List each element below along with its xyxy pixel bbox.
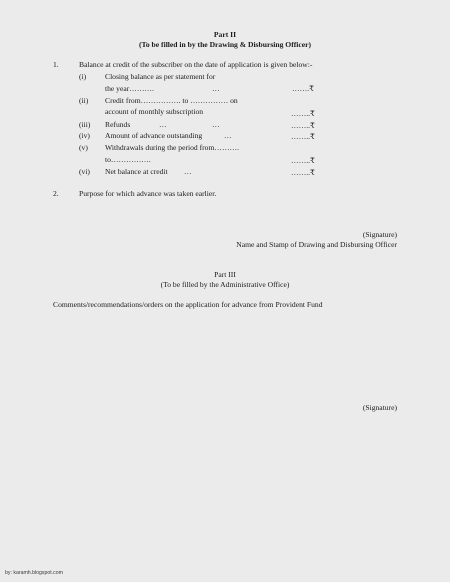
row-iv-label: Amount of advance outstanding <box>105 131 203 140</box>
part3-title: Part III <box>214 270 236 279</box>
row-i-line1: Closing balance as per statement for <box>105 72 216 81</box>
part2-subtitle: (To be filled in by the Drawing & Disbursing Officer) <box>138 40 312 49</box>
row-vi-label: Net balance at credit <box>105 167 168 176</box>
row-v-number: (v) <box>79 143 88 152</box>
row-vi-dots: … <box>184 167 192 176</box>
row-i-number: (i) <box>79 72 87 81</box>
row-i-line2: the year………. <box>105 84 154 93</box>
part3-comments: Comments/recommendations/orders on the application for advance from Provident Fund <box>53 300 323 309</box>
admin-signature: (Signature) <box>362 403 397 412</box>
row-ii-amount: ……..₹ <box>291 109 315 118</box>
row-vi-amount: ……..₹ <box>291 168 315 177</box>
row-iii-dots2: … <box>212 120 220 129</box>
row-ii-line1: Credit from……………. to …………… on <box>105 96 238 105</box>
row-iii-amount: ……..₹ <box>291 121 315 130</box>
footer-credit: by: karamh.blogspot.com <box>5 570 63 576</box>
row-iii-label: Refunds <box>105 120 131 129</box>
ddo-signature-caption: Name and Stamp of Drawing and Disbursing Officer <box>236 240 397 249</box>
row-vi-number: (vi) <box>79 167 90 176</box>
row-ii-line2: account of monthly subscription <box>105 107 204 116</box>
row-iii-dots1: … <box>159 120 167 129</box>
row-i-dots: … <box>212 84 220 93</box>
row-iv-number: (iv) <box>79 131 90 140</box>
row-ii-number: (ii) <box>79 96 89 105</box>
row-v-amount: ……..₹ <box>291 156 315 165</box>
row-i-amount: …….₹ <box>292 84 314 93</box>
row-iv-amount: ……..₹ <box>291 132 315 141</box>
row-v-line2: to……………. <box>105 155 151 164</box>
item1-number: 1. <box>53 60 59 69</box>
item2-number: 2. <box>53 189 59 198</box>
row-iii-number: (iii) <box>79 120 91 129</box>
row-iv-dots: … <box>224 131 232 140</box>
item2-text: Purpose for which advance was taken earlier. <box>79 189 217 198</box>
part3-subtitle: (To be filled by the Administrative Office) <box>160 280 290 289</box>
row-v-line1: Withdrawals during the period from………. <box>105 143 240 152</box>
ddo-signature: (Signature) <box>362 230 397 239</box>
part2-title: Part II <box>213 30 237 39</box>
item1-text: Balance at credit of the subscriber on the date of application is given below:- <box>79 60 313 69</box>
